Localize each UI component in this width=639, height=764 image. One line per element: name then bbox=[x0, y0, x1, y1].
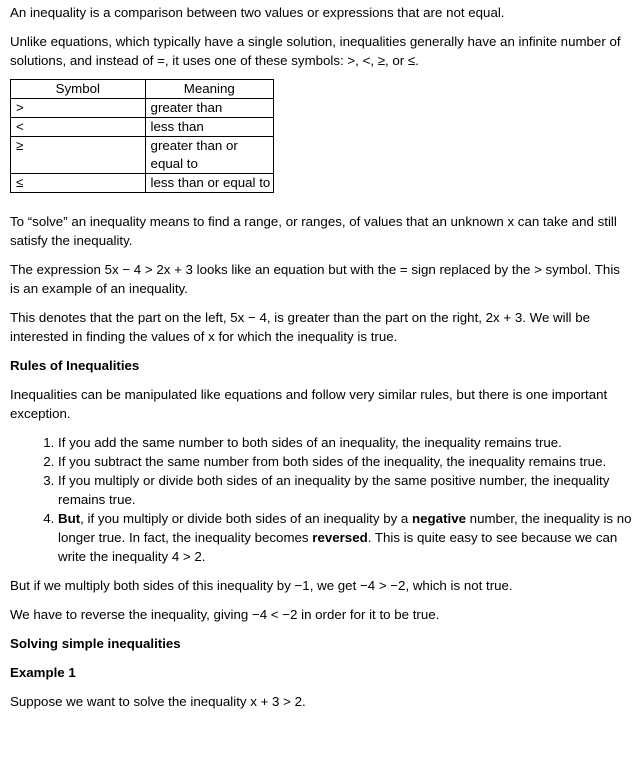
but-emphasis: But bbox=[58, 511, 81, 526]
reverse-paragraph: We have to reverse the inequality, giving −4 < −2 in order for it to be true. bbox=[10, 607, 440, 622]
rules-list bbox=[10, 433, 633, 566]
intro-paragraph-2: Unlike equations, which typically have a single solution, inequalities generally have an infinite number of solutions, and instead of =, it uses one of these symbols: >, <, ≥, or ≤. bbox=[10, 34, 621, 68]
table-row bbox=[11, 118, 274, 137]
item4-text-3: . This is quite easy to see because we can write the inequality 4 > 2. bbox=[58, 530, 618, 564]
meaning-cell: greater than bbox=[145, 99, 273, 118]
symbol-table-header-row bbox=[11, 80, 274, 99]
intro-paragraph-1: An inequality is a comparison between two values or expressions that are not equal. bbox=[10, 5, 505, 20]
list-item: 3. If you multiply or divide both sides of an inequality by the same positive number, the inequality remains true. bbox=[58, 471, 633, 509]
rules-intro-paragraph: Inequalities can be manipulated like equations and follow very similar rules, but there is one important exception. bbox=[10, 387, 608, 421]
item4-text-1: , if you multiply or divide both sides of an inequality by a bbox=[80, 511, 413, 526]
solving-heading: Solving simple inequalities bbox=[10, 636, 181, 651]
meaning-cell: less than or equal to bbox=[145, 174, 273, 193]
reversed-emphasis: reversed bbox=[312, 530, 368, 545]
example-paragraph: Suppose we want to solve the inequality x + 3 > 2. bbox=[10, 694, 306, 709]
table-row bbox=[11, 99, 274, 118]
list-item: 2. If you subtract the same number from both sides of the inequality, the inequality remains true. bbox=[58, 452, 633, 471]
multiply-negative-paragraph: But if we multiply both sides of this inequality by −1, we get −4 > −2, which is not true. bbox=[10, 578, 513, 593]
example-heading: Example 1 bbox=[10, 665, 76, 680]
rules-heading: Rules of Inequalities bbox=[10, 358, 140, 373]
item4-text-2: number, the inequality is no longer true. In fact, the inequality becomes bbox=[58, 511, 632, 545]
solve-definition-paragraph: To “solve” an inequality means to find a range, or ranges, of values that an unknown x can take and still satisfy the inequality. bbox=[10, 214, 617, 248]
meaning-column-header: Meaning bbox=[145, 80, 273, 99]
list-item bbox=[58, 509, 633, 566]
meaning-cell: greater than or equal to bbox=[145, 137, 273, 174]
symbol-cell: ≥ bbox=[11, 137, 146, 174]
symbol-cell: > bbox=[11, 99, 146, 118]
symbol-cell: ≤ bbox=[11, 174, 146, 193]
table-row bbox=[11, 174, 274, 193]
denotes-paragraph: This denotes that the part on the left, 5x − 4, is greater than the part on the right, 2x + 3. We will be interested in finding the values of x for which the inequality is true. bbox=[10, 310, 590, 344]
negative-emphasis: negative bbox=[412, 511, 466, 526]
meaning-cell: less than bbox=[145, 118, 273, 137]
symbol-cell: < bbox=[11, 118, 146, 137]
table-row bbox=[11, 137, 274, 174]
symbol-column-header: Symbol bbox=[11, 80, 146, 99]
symbol-table bbox=[10, 79, 274, 193]
expression-paragraph: The expression 5x − 4 > 2x + 3 looks like an equation but with the = sign replaced by the > symbol. This is an example of an inequality. bbox=[10, 262, 620, 296]
list-item: 1. If you add the same number to both sides of an inequality, the inequality remains true. bbox=[58, 433, 633, 452]
